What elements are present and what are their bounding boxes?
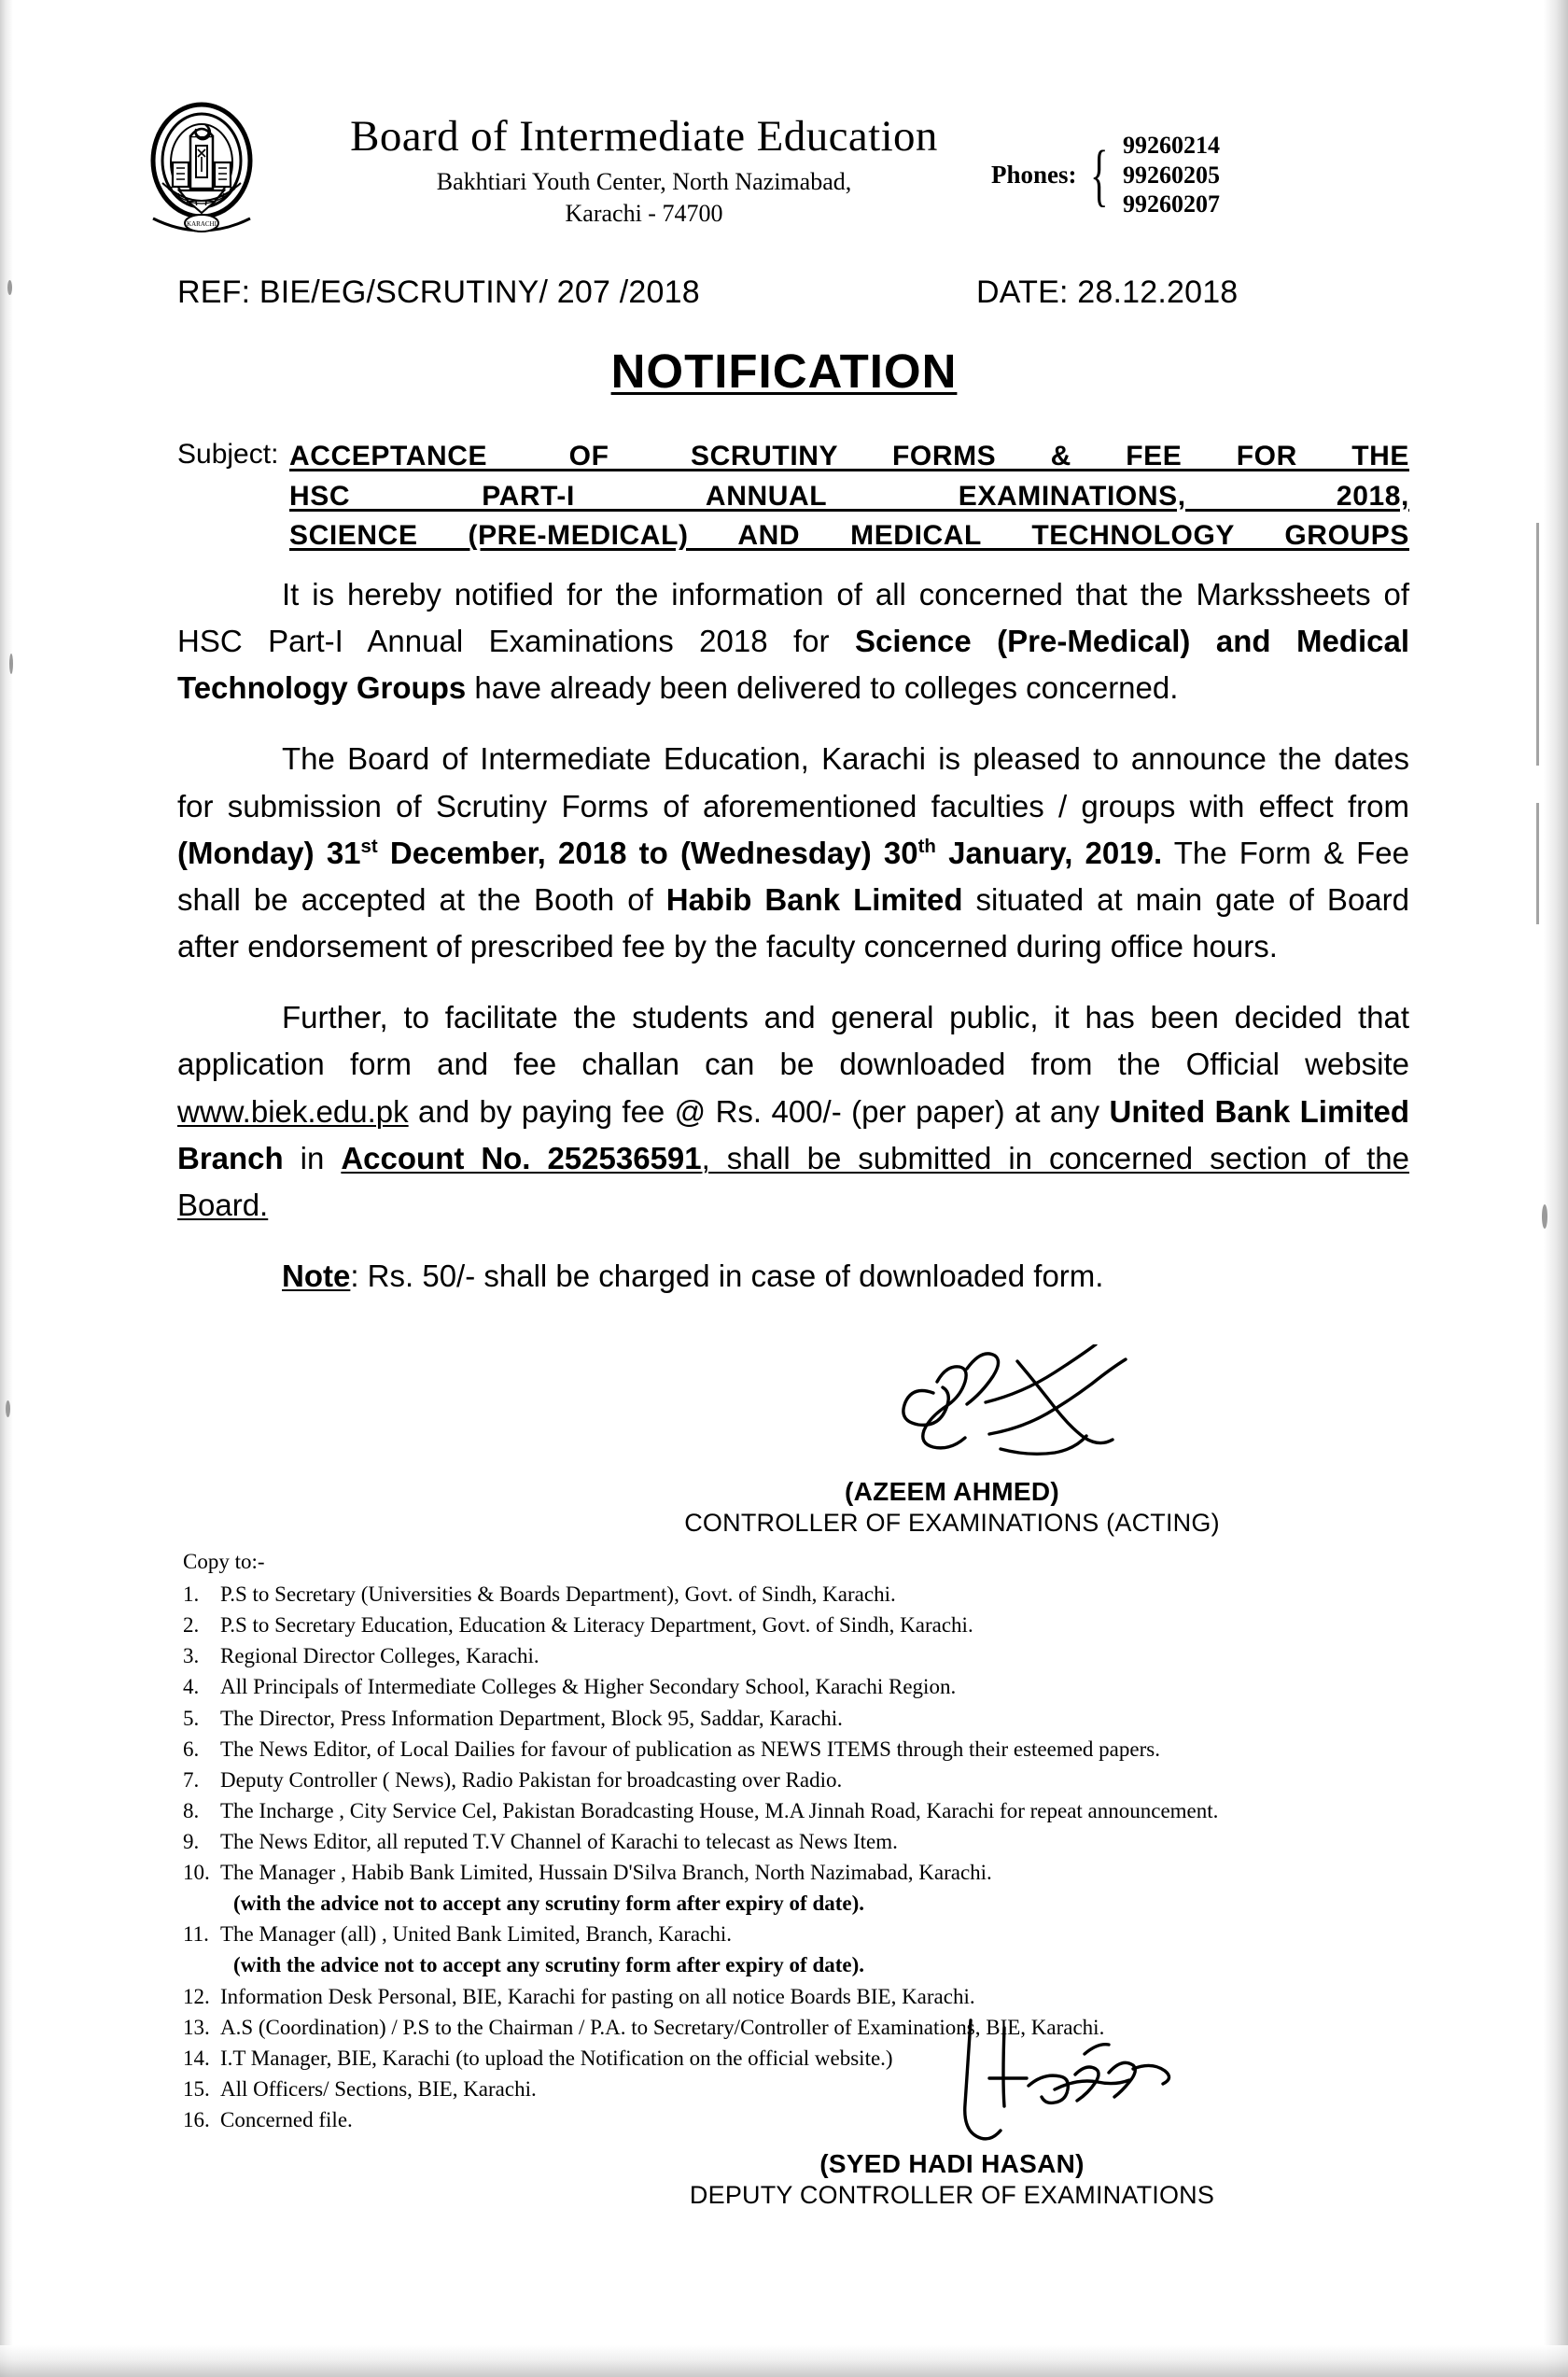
board-crest-emblem-icon (142, 101, 261, 235)
para2-sup-th: th (917, 835, 936, 857)
list-item (183, 1795, 1424, 1826)
list-item-text: The Manager , Habib Bank Limited, Hussain D'Silva Branch, North Nazimabad, Karachi. (220, 1861, 992, 1885)
subject-line-1: ACCEPTANCE OF SCRUTINY FORMS & FEE FOR THE (289, 441, 1409, 471)
scan-speck (1542, 1204, 1547, 1229)
note-line (177, 1253, 1409, 1300)
list-item-number: 12. (183, 1984, 210, 2008)
list-item-text: All Principals of Intermediate Colleges & Higher Secondary School, Karachi Region. (220, 1675, 957, 1699)
para2-segment-3: situated at main gate of Board after endorsement of prescribed fee by the faculty concerned during office hours. (177, 881, 1409, 964)
list-item-text: Information Desk Personal, BIE, Karachi for pasting on all notice Boards BIE, Karachi. (220, 1984, 975, 2008)
reference-date-row (0, 274, 1568, 319)
page-title: NOTIFICATION (610, 345, 958, 398)
list-item-number: 14. (183, 2046, 210, 2070)
paragraph-3 (177, 994, 1409, 1229)
para3-segment-3: in (283, 1140, 342, 1175)
para2-bold-start-date: (Monday) 31 (177, 835, 361, 870)
paragraph-1 (177, 571, 1409, 711)
list-item (183, 1579, 1424, 1610)
phones-block: Phones: { 99260214 99260205 99260207 (991, 132, 1221, 218)
organization-address-line2: Karachi - 74700 (565, 199, 723, 227)
para2-bold-end-date: January, 2019. (935, 835, 1163, 870)
paragraph-2 (177, 736, 1409, 970)
copy-to-heading: Copy to:- (183, 1550, 265, 1573)
scan-hairline-right-upper (1536, 523, 1539, 766)
signature-top-designation: CONTROLLER OF EXAMINATIONS (ACTING) (684, 1509, 1220, 1537)
scan-edge-bottom (0, 2345, 1568, 2377)
para1-segment-2: have already been delivered to colleges concerned. (466, 670, 1179, 706)
note-text: : Rs. 50/- shall be charged in case of downloaded form. (350, 1259, 1104, 1294)
header-titles (317, 114, 971, 229)
list-item-number: 9. (183, 1829, 200, 1853)
account-number: Account No. 252536591 (341, 1140, 702, 1175)
handwritten-signature-icon (896, 1344, 1204, 1484)
signature-bottom-block (467, 2149, 1568, 2210)
list-item-number: 5. (183, 1706, 200, 1730)
subject-text (289, 437, 1409, 556)
list-item-number: 2. (183, 1613, 200, 1638)
organization-address-line1: Bakhtiari Youth Center, North Nazimabad, (436, 168, 852, 196)
list-item-number: 7. (183, 1767, 200, 1792)
subject-label: Subject: (177, 439, 279, 470)
signature-bottom-designation: DEPUTY CONTROLLER OF EXAMINATIONS (689, 2181, 1215, 2209)
signature-top-block (467, 1477, 1568, 1538)
list-item-number: 6. (183, 1737, 200, 1761)
scan-speck (6, 1400, 10, 1417)
svg-text:KARACHI: KARACHI (187, 220, 217, 228)
list-item-number: 10. (183, 1861, 210, 1885)
phone-number-3: 99260207 (1123, 190, 1221, 218)
document-body (177, 571, 1409, 1324)
official-website-link[interactable]: www.biek.edu.pk (177, 1093, 409, 1129)
list-item-text: The Incharge , City Service Cel, Pakistan Boradcasting House, M.A Jinnah Road, Karachi for repeat announcement. (220, 1798, 1219, 1822)
list-item-text: P.S to Secretary (Universities & Boards Department), Govt. of Sindh, Karachi. (220, 1582, 896, 1607)
list-item-number: 4. (183, 1675, 200, 1699)
list-item-subnote: (with the advice not to accept any scrutiny form after expiry of date). (233, 1892, 865, 1916)
para2-bold-bank: Habib Bank Limited (665, 881, 963, 917)
list-item-number: 8. (183, 1798, 200, 1822)
phone-number-2: 99260205 (1123, 161, 1221, 189)
reference-number: REF: BIE/EG/SCRUTINY/ 207 /2018 (177, 274, 700, 310)
list-item-text: I.T Manager, BIE, Karachi (to upload the Notification on the official website.) (220, 2046, 893, 2070)
list-item-number: 13. (183, 2015, 210, 2039)
list-item-text: Deputy Controller ( News), Radio Pakistan for broadcasting over Radio. (220, 1767, 843, 1792)
list-item (183, 1671, 1424, 1702)
para1-bold-groups: Science (Pre-Medical) and Medical Technology Groups (177, 624, 1409, 706)
list-item (183, 1610, 1424, 1640)
list-item-number: 15. (183, 2076, 210, 2101)
para2-sup-st: st (360, 835, 378, 857)
para2-bold-mid: December, 2018 to (Wednesday) 30 (377, 835, 918, 870)
list-item-number: 3. (183, 1644, 200, 1668)
phone-number-1: 99260214 (1123, 132, 1221, 159)
list-item-number: 1. (183, 1582, 200, 1607)
list-item (183, 1981, 1424, 2012)
list-item-text: The Manager (all) , United Bank Limited, Branch, Karachi. (220, 1922, 732, 1947)
scan-speck (9, 654, 13, 674)
list-item (183, 1703, 1424, 1734)
organization-name: Board of Intermediate Education (350, 112, 938, 161)
para2-segment-1: The Board of Intermediate Education, Karachi is pleased to announce the dates for submission of Scrutiny Forms of aforementioned faculties / groups with effect from (177, 741, 1409, 823)
subject-line-3: SCIENCE (PRE-MEDICAL) AND MEDICAL TECHNOLOGY GROUPS (289, 520, 1409, 552)
para3-underlined-tail: , shall be submitted in concerned section of the Board. (177, 1140, 1409, 1222)
scan-hairline-right-lower (1536, 803, 1539, 924)
subject-block (177, 437, 1409, 556)
signature-bottom-name: (SYED HADI HASAN) (819, 2149, 1085, 2178)
list-item-text: Concerned file. (220, 2107, 353, 2131)
list-item (183, 1826, 1424, 1857)
list-item (183, 1734, 1424, 1765)
signature-top-name: (AZEEM AHMED) (845, 1477, 1059, 1506)
phones-label: Phones: (991, 161, 1077, 190)
list-item-number: 16. (183, 2107, 210, 2131)
list-item-text: P.S to Secretary Education, Education & Literacy Department, Govt. of Sindh, Karachi. (220, 1613, 973, 1638)
list-item (183, 1919, 1424, 1980)
para3-bold-ubl: United Bank Limited Branch (177, 1093, 1409, 1175)
document-header (0, 0, 1568, 271)
para3-segment-1: Further, to facilitate the students and general public, it has been decided that application form and fee challan can be downloaded from the Official website (177, 1000, 1409, 1082)
para1-segment-1: It is hereby notified for the information of all concerned that the Markssheets of HSC Part-I Annual Examinations 2018 for (177, 577, 1409, 659)
list-item (183, 1765, 1424, 1795)
document-date: DATE: 28.12.2018 (976, 274, 1239, 310)
list-item-text: All Officers/ Sections, BIE, Karachi. (220, 2076, 537, 2101)
list-item-text: The Director, Press Information Department, Block 95, Saddar, Karachi. (220, 1706, 843, 1730)
list-item-text: Regional Director Colleges, Karachi. (220, 1644, 539, 1668)
list-item (183, 1857, 1424, 1919)
phone-numbers-list (1123, 131, 1220, 219)
para2-segment-2: The Form & Fee shall be accepted at the Booth of (177, 835, 1409, 917)
handwritten-signature-icon (943, 2017, 1260, 2157)
list-item-text: A.S (Coordination) / P.S to the Chairman / P.A. to Secretary/Controller of Examinations, BIE, Karachi. (220, 2015, 1105, 2039)
subject-line-2: HSC PART-I ANNUAL EXAMINATIONS, 2018, (289, 480, 1409, 512)
note-label: Note (282, 1259, 351, 1294)
list-item (183, 1640, 1424, 1671)
list-item-text: The News Editor, all reputed T.V Channel of Karachi to telecast as News Item. (220, 1829, 898, 1853)
list-item-text: The News Editor, of Local Dailies for favour of publication as NEWS ITEMS through their esteemed papers. (220, 1737, 1160, 1761)
list-item-number: 11. (183, 1922, 209, 1947)
list-item-subnote: (with the advice not to accept any scrutiny form after expiry of date). (233, 1953, 865, 1977)
para3-segment-2: and by paying fee @ Rs. 400/- (per paper) at any (408, 1093, 1110, 1129)
